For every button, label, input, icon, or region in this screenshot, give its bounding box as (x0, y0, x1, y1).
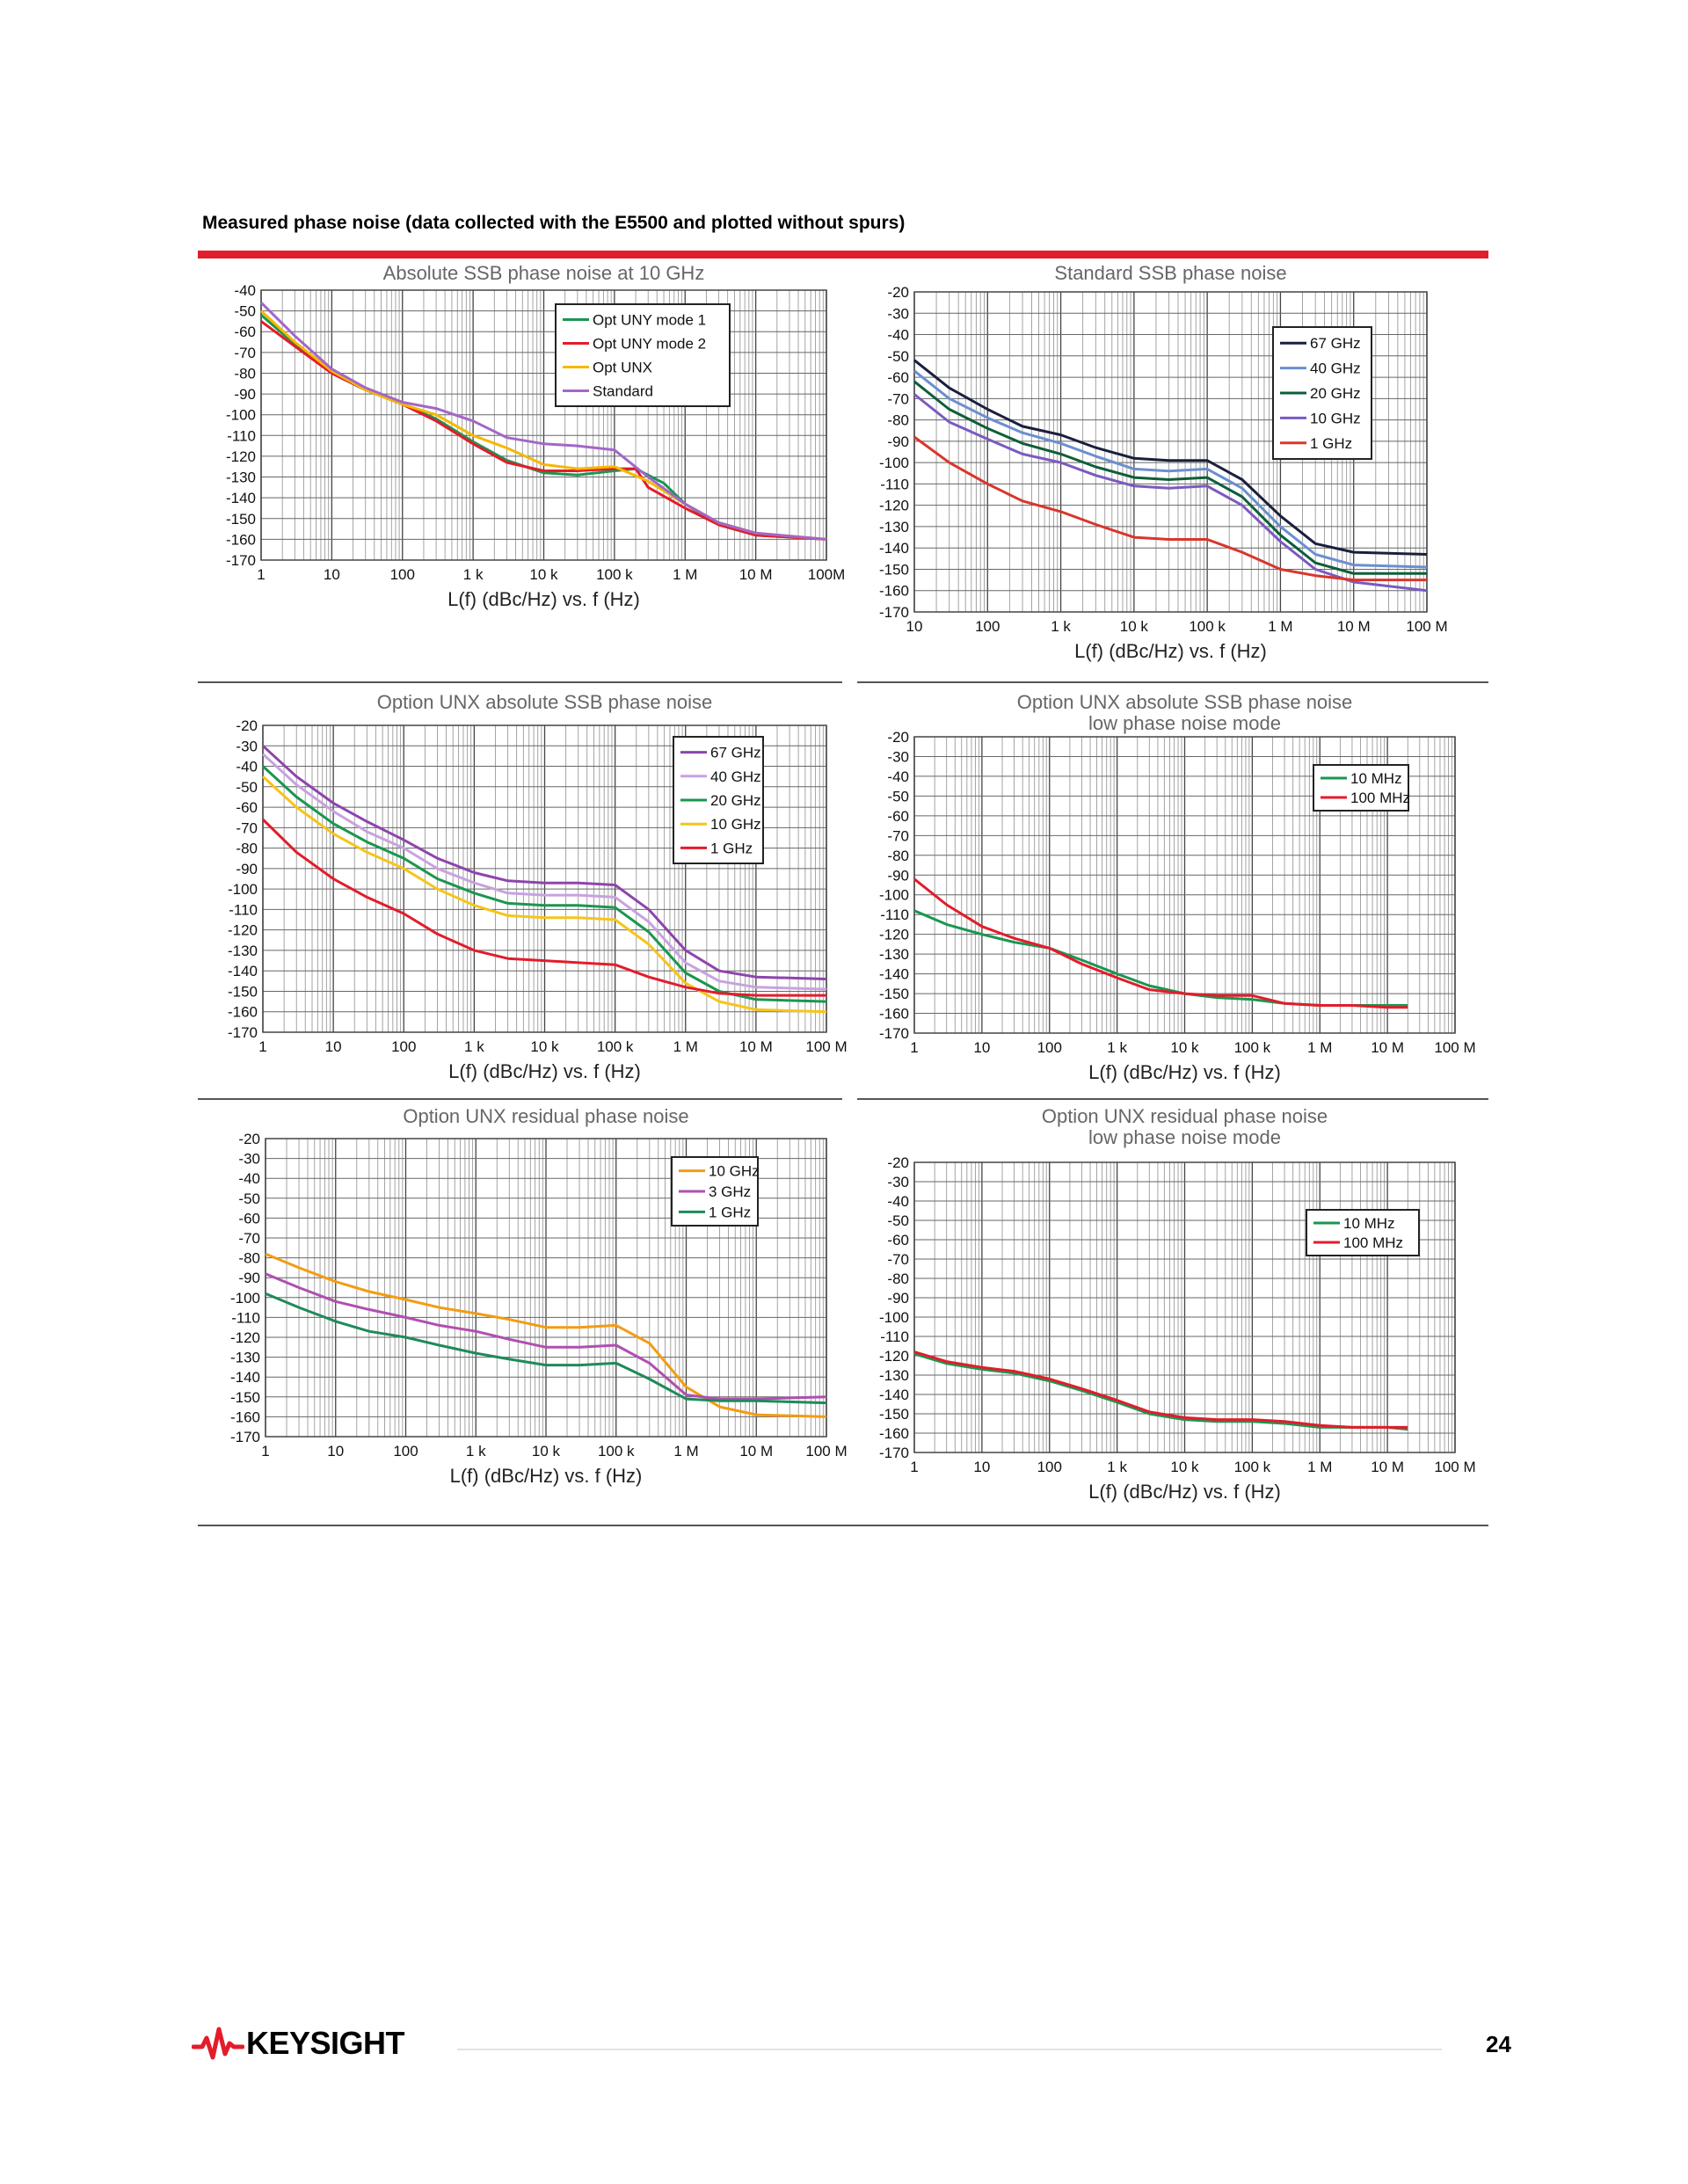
y-tick-label: -20 (236, 717, 258, 734)
y-tick-label: -50 (887, 347, 909, 365)
y-tick-label: -100 (227, 881, 258, 899)
c2-chart (879, 262, 1448, 662)
x-tick-label: 1 k (462, 566, 484, 583)
x-axis-label: L(f) (dBc/Hz) vs. f (Hz) (1074, 640, 1267, 662)
x-tick-label: 1 (257, 566, 266, 583)
x-tick-label: 10 M (739, 1443, 774, 1460)
chart-subtitle: low phase noise mode (1088, 712, 1281, 734)
y-tick-label: -40 (234, 282, 256, 299)
y-tick-label: -20 (887, 1154, 909, 1171)
legend-label: 10 MHz (1350, 770, 1402, 787)
legend-label: 67 GHz (1310, 335, 1361, 353)
chart-title: Option UNX absolute SSB phase noise (376, 691, 713, 713)
x-tick-label: 100 (389, 566, 415, 583)
x-axis-label: L(f) (dBc/Hz) vs. f (Hz) (1088, 1481, 1281, 1503)
legend-label: 1 GHz (709, 1204, 752, 1221)
y-tick-label: -120 (229, 1329, 260, 1346)
x-tick-label: 10 k (1170, 1039, 1199, 1056)
y-tick-label: -160 (227, 1003, 258, 1021)
y-tick-label: -170 (227, 1024, 258, 1041)
y-tick-label: -80 (234, 365, 256, 382)
legend-label: 1 GHz (1310, 434, 1353, 452)
legend-label: 40 GHz (710, 768, 761, 785)
x-tick-label: 1 (910, 1459, 919, 1475)
x-tick-label: 1 M (673, 566, 698, 583)
y-tick-label: -60 (236, 799, 258, 817)
x-tick-label: 10 (973, 1039, 991, 1056)
y-tick-label: -30 (887, 748, 909, 766)
y-tick-label: -100 (229, 1289, 260, 1307)
legend-label: 100 MHz (1343, 1234, 1404, 1251)
x-tick-label: 1 (910, 1039, 919, 1056)
y-tick-label: -110 (880, 476, 909, 493)
chart-title: Option UNX residual phase noise (1041, 1105, 1328, 1127)
y-tick-label: -160 (878, 582, 909, 600)
y-tick-label: -130 (229, 1349, 260, 1366)
y-tick-label: -150 (229, 1388, 260, 1406)
y-tick-label: -70 (887, 827, 909, 845)
chart-subtitle: low phase noise mode (1088, 1126, 1281, 1148)
y-tick-label: -60 (887, 1232, 909, 1249)
x-tick-label: 100 k (1233, 1039, 1271, 1056)
y-tick-label: -90 (234, 386, 256, 404)
legend-label: 67 GHz (710, 744, 761, 761)
chart-title: Absolute SSB phase noise at 10 GHz (382, 262, 705, 284)
x-tick-label: 10 M (1336, 618, 1371, 635)
legend-label: 10 GHz (710, 816, 761, 834)
x-tick-label: 100 (393, 1443, 418, 1460)
x-tick-label: 100 M (805, 1443, 848, 1460)
y-tick-label: -100 (878, 1309, 909, 1326)
y-tick-label: -70 (887, 390, 909, 408)
y-tick-label: -140 (225, 490, 256, 507)
y-tick-label: -30 (887, 1174, 909, 1190)
legend-label: Opt UNY mode 2 (593, 335, 707, 353)
y-tick-label: -90 (236, 860, 258, 877)
y-tick-label: -150 (878, 1406, 909, 1423)
x-tick-label: 100 k (1233, 1459, 1271, 1475)
y-tick-label: -60 (234, 324, 256, 341)
x-tick-label: 1 k (1107, 1459, 1127, 1475)
legend-label: 40 GHz (1310, 360, 1361, 377)
x-axis-label: L(f) (dBc/Hz) vs. f (Hz) (448, 1060, 641, 1082)
legend-label: 100 MHz (1350, 790, 1411, 806)
x-tick-label: 10 M (738, 566, 773, 583)
x-tick-label: 1 (258, 1038, 267, 1055)
keysight-wave-icon (192, 2024, 244, 2063)
x-tick-label: 10 (973, 1459, 991, 1475)
y-tick-label: -160 (225, 531, 256, 549)
x-tick-label: 10 (323, 566, 340, 583)
x-axis-label: L(f) (dBc/Hz) vs. f (Hz) (1088, 1061, 1281, 1083)
y-tick-label: -50 (887, 1212, 909, 1229)
legend-label: 1 GHz (710, 840, 753, 857)
y-tick-label: -40 (238, 1170, 260, 1188)
legend-label: 20 GHz (1310, 385, 1361, 402)
y-tick-label: -90 (238, 1270, 260, 1287)
legend-label: Standard (593, 382, 653, 400)
y-tick-label: -80 (887, 1270, 909, 1287)
legend-label: 10 GHz (1310, 410, 1361, 427)
x-tick-label: 100 (975, 618, 1000, 635)
y-tick-label: -170 (878, 604, 909, 621)
y-tick-label: -160 (878, 1005, 909, 1023)
y-tick-label: -110 (229, 901, 258, 919)
y-tick-label: -90 (887, 433, 909, 450)
y-tick-label: -150 (225, 510, 256, 528)
x-axis-label: L(f) (dBc/Hz) vs. f (Hz) (449, 1465, 643, 1487)
x-tick-label: 1 k (465, 1443, 486, 1460)
legend-label: 3 GHz (709, 1183, 752, 1200)
x-tick-label: 100 k (597, 1443, 635, 1460)
y-tick-label: -130 (878, 518, 909, 535)
y-tick-label: -40 (887, 1193, 909, 1210)
y-tick-label: -80 (887, 847, 909, 864)
y-tick-label: -90 (887, 1290, 909, 1307)
y-tick-label: -160 (878, 1425, 909, 1442)
y-tick-label: -50 (236, 778, 258, 796)
y-tick-label: -70 (234, 344, 256, 361)
y-tick-label: -140 (878, 1387, 909, 1403)
x-tick-label: 10 (327, 1443, 345, 1460)
y-tick-label: -40 (887, 326, 909, 344)
y-tick-label: -100 (878, 455, 909, 472)
x-tick-label: 100 M (1434, 1039, 1476, 1056)
y-tick-label: -60 (238, 1210, 260, 1227)
y-tick-label: -30 (887, 305, 909, 323)
c4-chart (879, 691, 1476, 1083)
x-tick-label: 10 M (1371, 1459, 1405, 1475)
y-tick-label: -60 (887, 807, 909, 825)
y-tick-label: -50 (887, 788, 909, 805)
y-tick-label: -30 (238, 1150, 260, 1168)
x-tick-label: 10 k (529, 566, 558, 583)
x-tick-label: 1 k (464, 1038, 484, 1055)
y-tick-label: -130 (878, 1367, 909, 1384)
y-tick-label: -90 (887, 867, 909, 885)
y-tick-label: -120 (878, 926, 909, 943)
y-tick-label: -120 (227, 921, 258, 939)
y-tick-label: -50 (234, 302, 256, 320)
y-tick-label: -70 (236, 819, 258, 837)
page-heading: Measured phase noise (data collected with the E5500 and plotted without spurs) (202, 213, 906, 233)
x-tick-label: 100 (1037, 1459, 1062, 1475)
y-tick-label: -30 (236, 738, 258, 755)
x-tick-label: 100 k (596, 1038, 634, 1055)
x-tick-label: 1 M (673, 1443, 699, 1460)
c6-chart (879, 1105, 1476, 1503)
c5-chart (230, 1105, 848, 1487)
y-tick-label: -160 (229, 1409, 260, 1426)
y-tick-label: -140 (878, 540, 909, 557)
y-tick-label: -40 (236, 758, 258, 775)
x-tick-label: 10 k (1170, 1459, 1199, 1475)
x-tick-label: 1 (261, 1443, 270, 1460)
c3-chart (228, 691, 848, 1082)
chart-title: Option UNX absolute SSB phase noise (1016, 691, 1353, 713)
x-tick-label: 1 M (673, 1038, 698, 1055)
legend-label: Opt UNX (593, 359, 653, 376)
x-tick-label: 100 k (1189, 618, 1226, 635)
y-tick-label: -140 (229, 1369, 260, 1387)
legend-label: 10 MHz (1343, 1215, 1395, 1232)
x-tick-label: 10 (906, 618, 923, 635)
y-tick-label: -110 (227, 427, 256, 445)
x-tick-label: 100 M (1434, 1459, 1476, 1475)
y-tick-label: -60 (887, 369, 909, 387)
y-tick-label: -20 (238, 1131, 260, 1147)
x-tick-label: 1 k (1107, 1039, 1127, 1056)
legend-label: 20 GHz (710, 792, 761, 809)
chart-title: Option UNX residual phase noise (403, 1105, 689, 1127)
y-tick-label: -110 (231, 1309, 260, 1327)
y-tick-label: -170 (878, 1445, 909, 1461)
x-tick-label: 100 M (805, 1038, 848, 1055)
y-tick-label: -120 (878, 1348, 909, 1365)
y-tick-label: -170 (225, 552, 256, 569)
y-tick-label: -110 (880, 906, 909, 924)
x-tick-label: 10 M (1371, 1039, 1405, 1056)
x-tick-label: 10 k (530, 1038, 559, 1055)
y-tick-label: -100 (878, 886, 909, 904)
x-tick-label: 10 (324, 1038, 342, 1055)
x-tick-label: 1 M (1268, 618, 1293, 635)
x-tick-label: 100 k (596, 566, 633, 583)
y-tick-label: -120 (878, 497, 909, 514)
x-tick-label: 10 k (1119, 618, 1148, 635)
x-tick-label: 100 (1037, 1039, 1062, 1056)
y-tick-label: -170 (229, 1429, 260, 1445)
y-tick-label: -40 (887, 768, 909, 785)
y-tick-label: -70 (238, 1230, 260, 1247)
y-tick-label: -150 (878, 986, 909, 1003)
y-tick-label: -150 (227, 983, 258, 1001)
footer-line (457, 2049, 1442, 2050)
y-tick-label: -150 (878, 561, 909, 579)
y-tick-label: -130 (227, 942, 258, 959)
keysight-logo (192, 2024, 404, 2063)
y-tick-label: -80 (236, 840, 258, 857)
x-tick-label: 1 M (1307, 1039, 1333, 1056)
x-tick-label: 1 M (1307, 1459, 1333, 1475)
x-tick-label: 100 M (1406, 618, 1448, 635)
y-tick-label: -80 (887, 411, 909, 429)
y-tick-label: -170 (878, 1025, 909, 1042)
x-tick-label: 100 (391, 1038, 417, 1055)
y-tick-label: -130 (878, 946, 909, 964)
y-tick-label: -140 (878, 965, 909, 983)
y-tick-label: -100 (225, 406, 256, 424)
x-tick-label: 10 M (738, 1038, 773, 1055)
x-tick-label: 10 k (531, 1443, 561, 1460)
y-tick-label: -20 (887, 284, 909, 301)
brand-name: KEYSIGHT (246, 2025, 405, 2061)
x-tick-label: 1 k (1051, 618, 1071, 635)
page-number: 24 (1486, 2031, 1511, 2057)
legend-label: 10 GHz (709, 1162, 760, 1180)
chart-title: Standard SSB phase noise (1054, 262, 1287, 284)
y-tick-label: -20 (887, 729, 909, 746)
legend-label: Opt UNY mode 1 (593, 311, 707, 329)
y-tick-label: -80 (238, 1249, 260, 1267)
y-tick-label: -130 (225, 469, 256, 486)
y-tick-label: -70 (887, 1251, 909, 1268)
y-tick-label: -110 (880, 1329, 909, 1345)
x-tick-label: 100M (807, 566, 846, 583)
y-tick-label: -140 (227, 963, 258, 980)
x-axis-label: L(f) (dBc/Hz) vs. f (Hz) (447, 588, 640, 610)
c1-chart (226, 262, 845, 610)
y-tick-label: -50 (238, 1190, 260, 1207)
y-tick-label: -120 (225, 448, 256, 465)
